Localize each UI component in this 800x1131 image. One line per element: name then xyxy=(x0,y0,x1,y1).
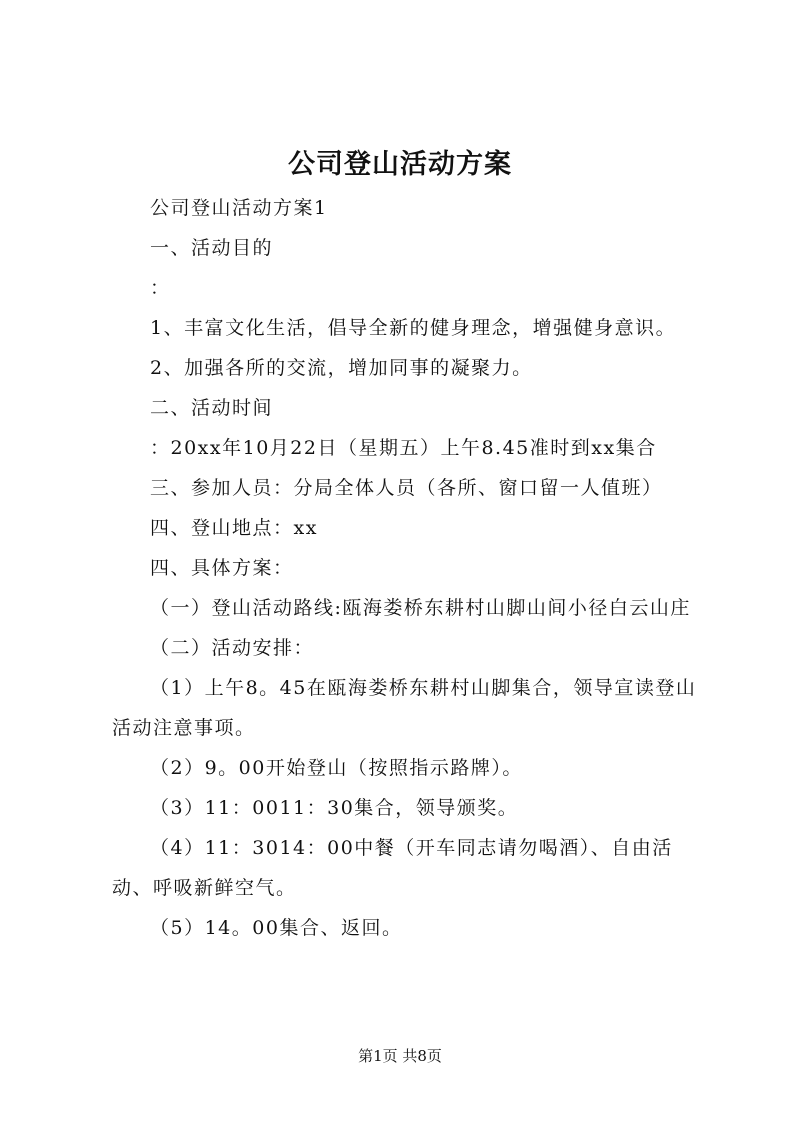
paragraph-purpose-2: 2、加强各所的交流，增加同事的凝聚力。 xyxy=(150,357,533,379)
paragraph-section-time: 二、活动时间 xyxy=(150,397,274,419)
paragraph-subtitle: 公司登山活动方案1 xyxy=(150,197,328,219)
document-body xyxy=(112,188,702,948)
paragraph-location: 四、登山地点：xx xyxy=(150,517,318,539)
paragraph-arrangement: （二）活动安排： xyxy=(150,637,315,659)
paragraph-section-purpose: 一、活动目的 xyxy=(150,237,274,259)
paragraph-step-1: （1）上午8。45在瓯海娄桥东耕村山脚集合，领导宣读登山活动注意事项。 xyxy=(112,677,697,739)
document-title: 公司登山活动方案 xyxy=(288,149,512,180)
paragraph-step-4: （4）11：3014：00中餐（开车同志请勿喝酒）、自由活动、呼吸新鲜空气。 xyxy=(112,837,673,899)
paragraph-step-5: （5）14。00集合、返回。 xyxy=(150,917,403,939)
paragraph-participants: 三、参加人员：分局全体人员（各所、窗口留一人值班） xyxy=(150,477,663,499)
paragraph-purpose-1: 1、丰富文化生活，倡导全新的健身理念，增强健身意识。 xyxy=(150,317,677,339)
paragraph-step-2: （2）9。00开始登山（按照指示路牌）。 xyxy=(150,757,523,779)
paragraph-step-3: （3）11：0011：30集合，领导颁奖。 xyxy=(150,797,519,819)
paragraph-colon: ： xyxy=(150,277,171,299)
paragraph-section-plan: 四、具体方案： xyxy=(150,557,294,579)
paragraph-time-detail: ：20xx年10月22日（星期五）上午8.45准时到xx集合 xyxy=(150,437,657,459)
paragraph-route: （一）登山活动路线:瓯海娄桥东耕村山脚山间小径白云山庄 xyxy=(150,597,691,619)
page-footer: 第1页 共8页 xyxy=(358,1047,442,1065)
